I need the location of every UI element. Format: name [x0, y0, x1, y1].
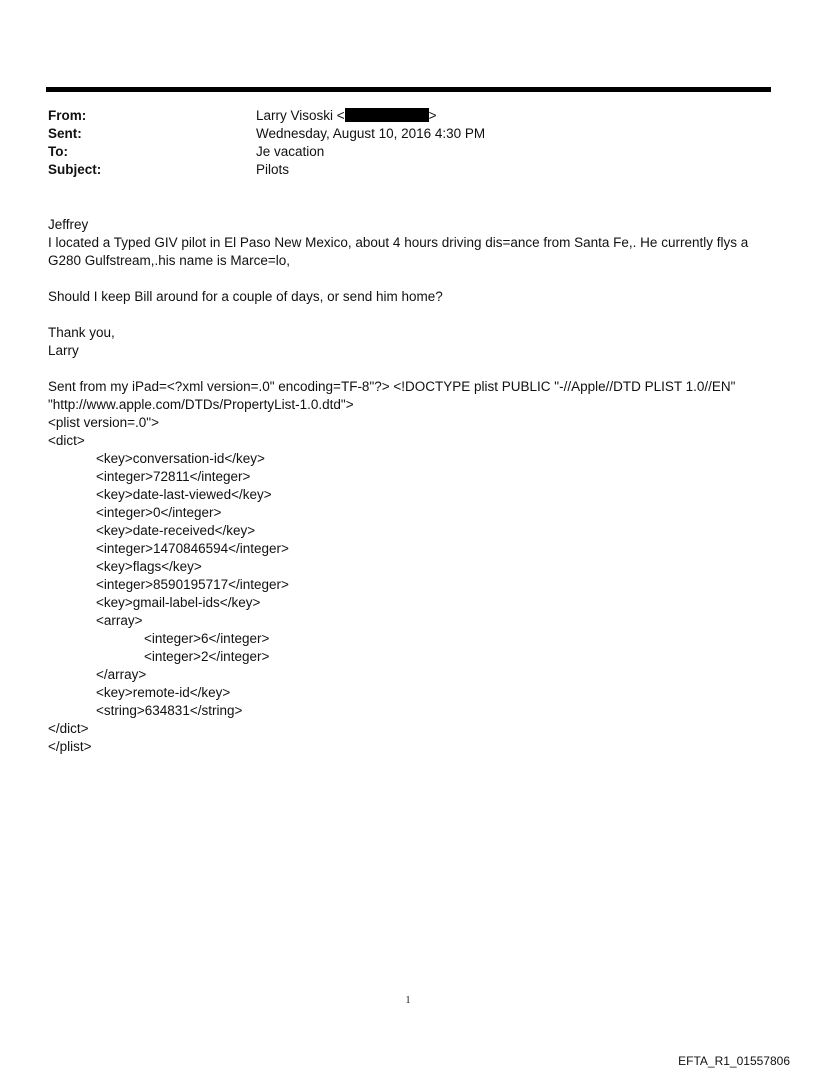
- body-paragraph-line: I located a Typed GIV pilot in El Paso New Mexico, about 4 hours driving dis=ance from Santa Fe,. He currently flys a: [48, 235, 749, 250]
- signature-line: Larry: [48, 343, 79, 358]
- redaction-box: [345, 108, 429, 122]
- plist-line: <string>634831</string>: [96, 703, 243, 718]
- plist-line: <key>conversation-id</key>: [96, 451, 265, 466]
- plist-line: <dict>: [48, 433, 85, 448]
- sent-value: Wednesday, August 10, 2016 4:30 PM: [256, 126, 486, 141]
- plist-line: </dict>: [48, 721, 89, 736]
- page-number: 1: [405, 995, 411, 1006]
- plist-line: <key>gmail-label-ids</key>: [96, 595, 261, 610]
- spacer: [48, 270, 768, 288]
- plist-line: </plist>: [48, 739, 92, 754]
- plist-line: <integer>2</integer>: [144, 649, 270, 664]
- plist-line: <key>date-received</key>: [96, 523, 256, 538]
- body-paragraph-line: G280 Gulfstream,.his name is Marce=lo,: [48, 253, 290, 268]
- greeting: Jeffrey: [48, 217, 89, 232]
- from-name: Larry Visoski <: [256, 108, 345, 123]
- plist-line: <key>flags</key>: [96, 559, 202, 574]
- question-line: Should I keep Bill around for a couple of days, or send him home?: [48, 289, 443, 304]
- plist-line: "http://www.apple.com/DTDs/PropertyList-1.0.dtd">: [48, 397, 354, 412]
- plist-line: <integer>6</integer>: [144, 631, 270, 646]
- spacer: [48, 306, 768, 324]
- plist-line: <array>: [96, 613, 143, 628]
- spacer: [48, 360, 768, 378]
- plist-line: <integer>0</integer>: [96, 505, 222, 520]
- from-label: From:: [48, 108, 87, 123]
- subject-value: Pilots: [256, 162, 290, 177]
- plist-line: Sent from my iPad=<?xml version=.0" encoding=TF-8"?> <!DOCTYPE plist PUBLIC "-//Apple//DTD PLIST 1.0//EN": [48, 379, 736, 394]
- sent-label: Sent:: [48, 126, 82, 141]
- header-divider: [46, 87, 771, 92]
- to-value: Je vacation: [256, 144, 325, 159]
- plist-line: </array>: [96, 667, 147, 682]
- plist-line: <plist version=.0">: [48, 415, 159, 430]
- subject-label: Subject:: [48, 162, 102, 177]
- plist-line: <key>date-last-viewed</key>: [96, 487, 272, 502]
- plist-line: <key>remote-id</key>: [96, 685, 231, 700]
- plist-line: <integer>1470846594</integer>: [96, 541, 289, 556]
- from-value: [256, 107, 437, 125]
- from-close: >: [428, 108, 437, 123]
- to-label: To:: [48, 144, 68, 159]
- plist-line: <integer>8590195717</integer>: [96, 577, 289, 592]
- plist-line: <integer>72811</integer>: [96, 469, 251, 484]
- closing-line: Thank you,: [48, 325, 115, 340]
- document-id: EFTA_R1_01557806: [678, 1054, 790, 1068]
- email-body: [48, 216, 768, 756]
